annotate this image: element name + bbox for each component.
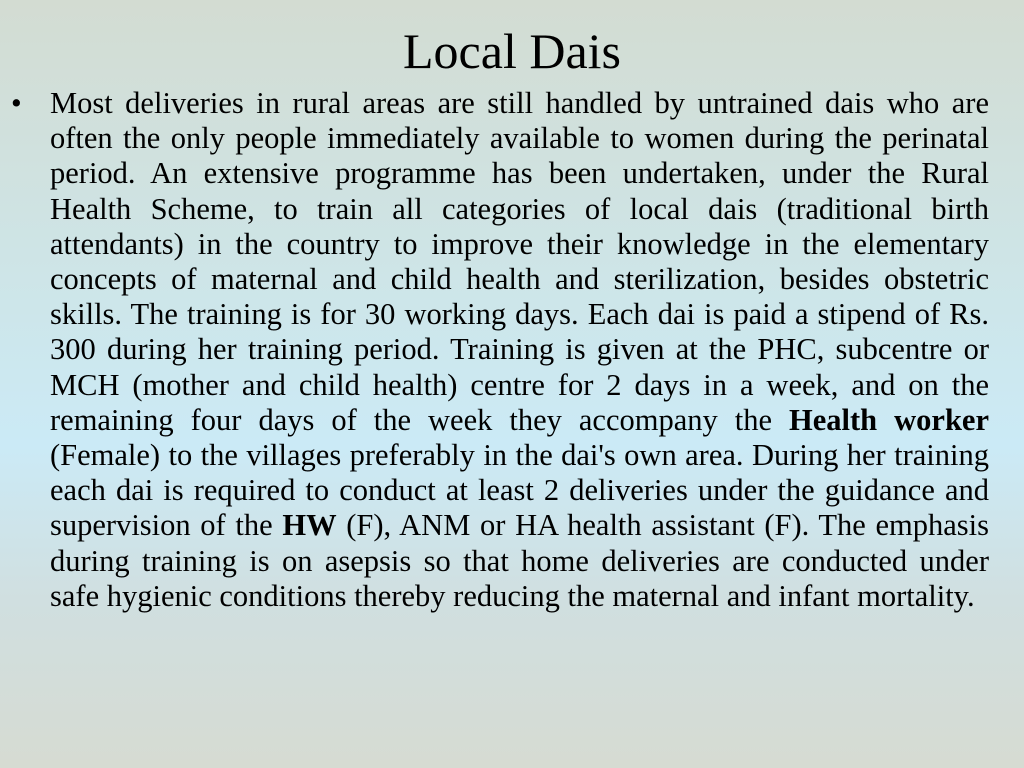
bullet-list (0, 86, 1024, 614)
bullet-item (11, 86, 989, 614)
bullet-text-segment-2: (Female) to the villages preferably in the dai's own area. During her training each dai is required to conduct at least 2 deliveries under the guidance and supervision of the (50, 438, 989, 543)
bold-term-hw: HW (282, 508, 337, 543)
bold-term-health-worker: Health worker (789, 402, 989, 437)
bullet-text-segment-1: Most deliveries in rural areas are still handled by untrained dais who are often the only people immediately available to women during the perinatal period. An extensive programme has been undertaken, under the Rural Health Scheme, to train all categories of local dais (traditional birth attendants) in the country to improve their knowledge in the elementary concepts of maternal and child health and sterilization, besides obstetric skills. The training is for 30 working days. Each dai is paid a stipend of Rs. 300 during her training period. Training is given at the PHC, subcentre or MCH (mother and child health) centre for 2 days in a week, and on the remaining four days of the week they accompany the (50, 86, 989, 437)
bullet-text-segment-3: (F), ANM or HA health assistant (F). The emphasis during training is on asepsis so that home deliveries are conducted under safe hygienic conditions thereby reducing the maternal and infant mortality. (50, 508, 989, 613)
bullet-marker: • (11, 86, 22, 120)
slide-title: Local Dais (403, 23, 621, 79)
